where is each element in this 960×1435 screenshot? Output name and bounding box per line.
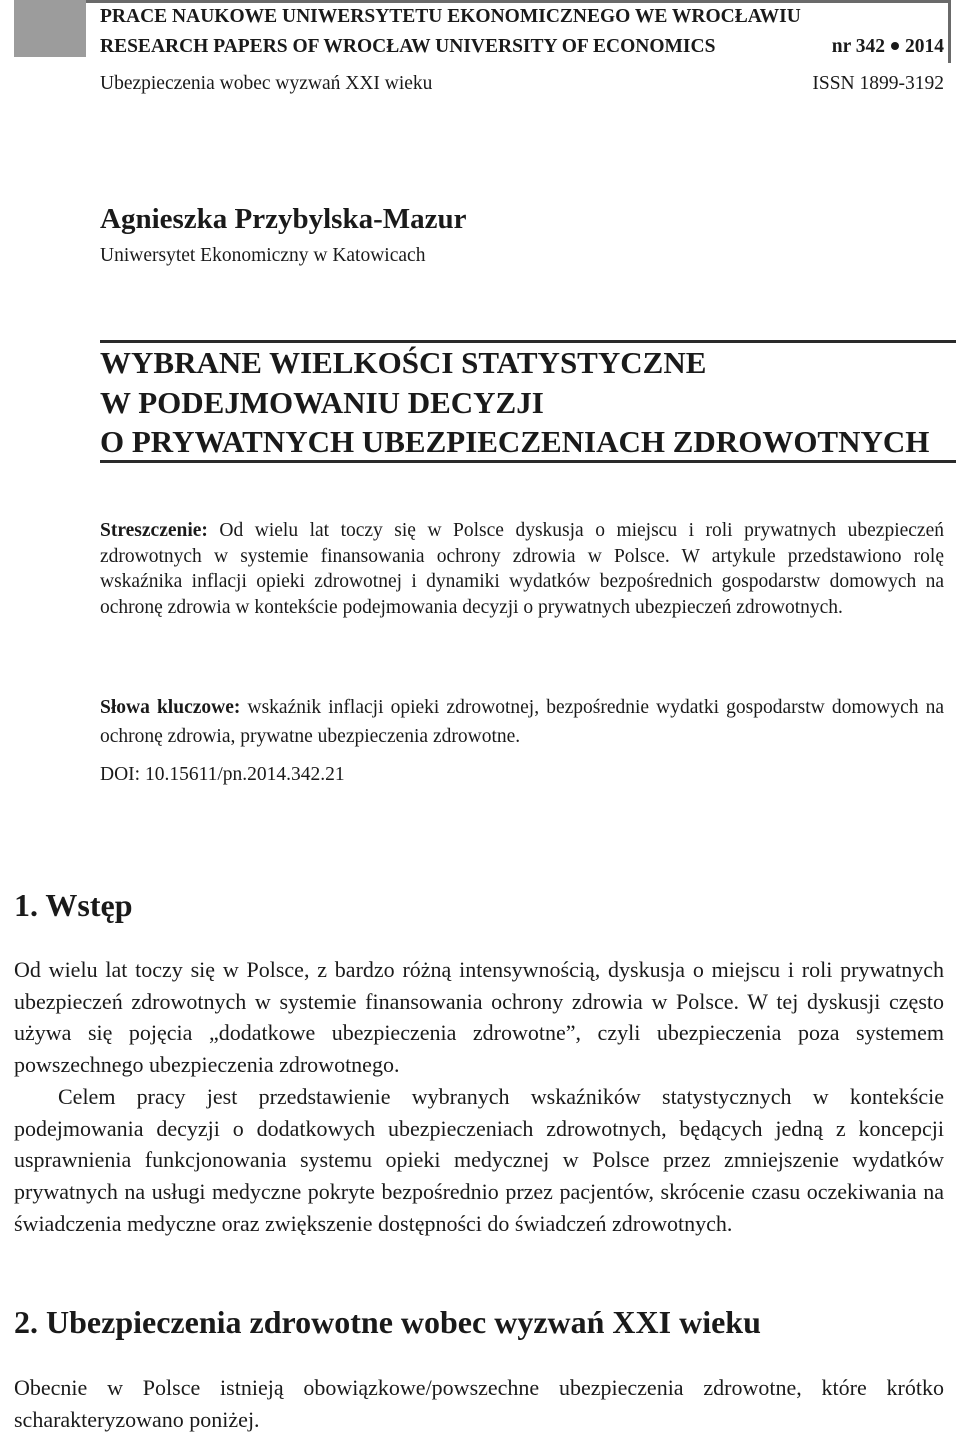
abstract-text: Od wielu lat toczy się w Polsce dyskusja o miejscu i roli prywatnych ubezpieczeń zdrowotnych w systemie finansowania ochrony zdrowia w Polsce. W artykule przedstawiono rolę wskaźnika inflacji opieki zdrowotnej i dynamiki wydatków bezpośrednich gospodarstw domowych na ochronę zdrowia w kontekście podejmowania decyzji o prywatnych ubezpieczeń zdrowotnych. xyxy=(100,520,944,619)
series-title: Ubezpieczenia wobec wyzwań XXI wieku xyxy=(100,73,433,94)
title-rule-bottom xyxy=(100,460,956,463)
body-paragraph: Od wielu lat toczy się w Polsce, z bardzo różną intensywnością, dyskusja o miejscu i roli prywatnych ubezpieczeń zdrowotnych w systemie finansowania ochrony zdrowia w Polsce. W tej dyskusji często używa się pojęcia „dodatkowe ubezpieczenia zdrowotne”, czyli ubezpieczenia poza systemem powszechnego ubezpieczenia zdrowotnego. xyxy=(14,957,944,1078)
journal-name-english: RESEARCH PAPERS OF WROCŁAW UNIVERSITY OF ECONOMICS xyxy=(100,36,716,57)
issue-number: nr 342 xyxy=(831,36,885,57)
section-heading-health-insurance: 2. Ubezpieczenia zdrowotne wobec wyzwań XXI wieku xyxy=(14,1304,761,1340)
title-line-2: W PODEJMOWANIU DECYZJI xyxy=(100,385,544,420)
author-name: Agnieszka Przybylska-Mazur xyxy=(100,203,467,235)
title-rule-top xyxy=(100,340,956,343)
journal-name-polish: PRACE NAUKOWE UNIWERSYTETU EKONOMICZNEGO WE WROCŁAWIU xyxy=(100,6,801,27)
issn: ISSN 1899-3192 xyxy=(812,73,944,94)
issue-year: 2014 xyxy=(905,36,944,57)
bullet-icon xyxy=(891,42,899,50)
section-heading-introduction: 1. Wstęp xyxy=(14,887,133,923)
author-affiliation: Uniwersytet Ekonomiczny w Katowicach xyxy=(100,245,426,266)
doi: DOI: 10.15611/pn.2014.342.21 xyxy=(100,764,345,785)
keywords-text: wskaźnik inflacji opieki zdrowotnej, bezpośrednie wydatki gospodarstw domowych na ochronę zdrowia, prywatne ubezpieczenia zdrowotne. xyxy=(100,697,945,747)
keywords xyxy=(100,693,944,751)
title-line-3: O PRYWATNYCH UBEZPIECZENIACH ZDROWOTNYCH xyxy=(100,424,930,459)
abstract xyxy=(100,518,944,621)
abstract-label: Streszczenie: xyxy=(100,520,208,541)
header-tab-decoration xyxy=(14,0,86,57)
title-line-1: WYBRANE WIELKOŚCI STATYSTYCZNE xyxy=(100,345,707,380)
body-paragraph: Celem pracy jest przedstawienie wybranych wskaźników statystycznych w kontekście podejmowania decyzji o dodatkowych ubezpieczeniach zdrowotnych, będących jedną z koncepcji usprawnienia funkcjonowania systemu opieki medycznej w Polsce przez zmniejszenie wydatków prywatnych na usługi medyczne pokryte bezpośrednio przez pacjentów, skrócenie czasu oczekiwania na świadczenia medyczne oraz zwiększenie dostępności do świadczeń zdrowotnych. xyxy=(14,1084,944,1236)
issue-info xyxy=(832,36,944,58)
keywords-label: Słowa kluczowe: xyxy=(100,697,241,718)
body-paragraph: Obecnie w Polsce istnieją obowiązkowe/powszechne ubezpieczenia zdrowotne, które krótko scharakteryzowano poniżej. xyxy=(14,1375,944,1432)
